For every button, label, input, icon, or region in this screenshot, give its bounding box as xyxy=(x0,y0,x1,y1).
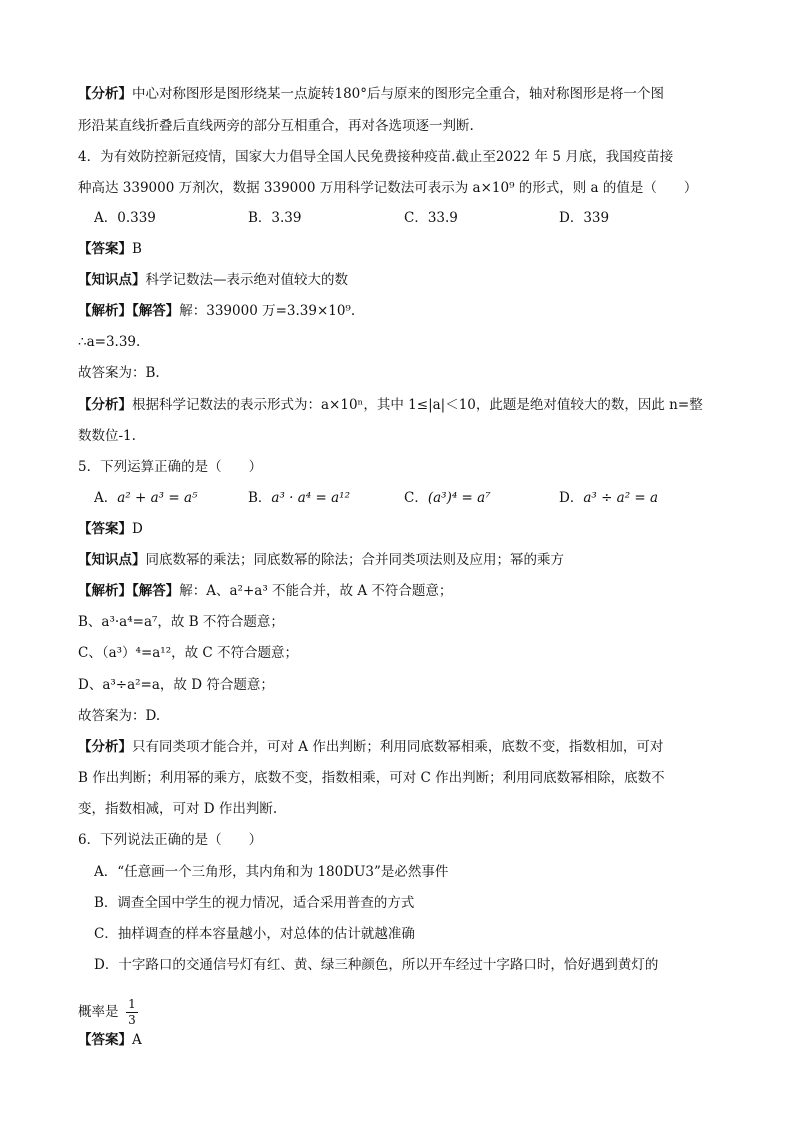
q4-option-a: A．0.339 xyxy=(94,210,156,226)
q4-analysis-line-1: 【分析】根据科学记数法的表示形式为：a×10ⁿ，其中 1≤|a|＜10，此题是绝对值较大的数，因此 n=整 xyxy=(78,397,703,413)
q5-option-d: D．a³ ÷ a² = a xyxy=(559,490,659,506)
q6-option-b: B．调查全国中学生的视力情况，适合采用普查的方式 xyxy=(94,895,415,911)
q4-knowledge: 【知识点】科学记数法—表示绝对值较大的数 xyxy=(78,272,348,288)
q6-option-d-line-2: 概率是 xyxy=(78,1004,119,1020)
q4-stem-line-2: 种高达 339000 万剂次，数据 339000 万用科学记数法可表示为 a×10⁹ 的形式，则 a 的值是（ ） xyxy=(78,180,698,196)
q5-knowledge: 【知识点】同底数幂的乘法；同底数幂的除法；合并同类项法则及应用；幂的乘方 xyxy=(78,552,564,568)
q6-answer: 【答案】A xyxy=(78,1032,142,1048)
q6-stem: 6．下列说法正确的是（ ） xyxy=(78,832,263,848)
q4-answer: 【答案】B xyxy=(78,241,142,257)
q5-analysis-line-1: 【分析】只有同类项才能合并，可对 A 作出判断；利用同底数幂相乘，底数不变，指数相加，可对 xyxy=(78,739,664,755)
q4-option-c: C．33.9 xyxy=(404,210,458,226)
q6-option-d-line-1: D．十字路口的交通信号灯有红、黄、绿三种颜色，所以开车经过十字路口时，恰好遇到黄灯的 xyxy=(94,957,659,973)
q5-solution-line-4: D、a³÷a²=a，故 D 符合题意； xyxy=(78,677,274,693)
q5-option-a: A．a² + a³ = a⁵ xyxy=(94,490,198,506)
q5-analysis-line-2: B 作出判断；利用幂的乘方，底数不变，指数相乘，可对 C 作出判断；利用同底数幂相除，底数不 xyxy=(78,770,665,786)
fraction-numerator: 1 xyxy=(128,997,136,1011)
q4-solution-line-1: 【解析】【解答】解：339000 万=3.39×10⁹. xyxy=(78,303,356,319)
q5-option-b: B．a³ · a⁴ = a¹² xyxy=(248,490,350,506)
q4-solution-line-3: 故答案为：B. xyxy=(78,365,160,381)
q5-analysis-line-3: 变，指数相减，可对 D 作出判断. xyxy=(78,801,278,817)
q4-option-b: B．3.39 xyxy=(248,210,302,226)
q4-solution-line-2: ∴a=3.39. xyxy=(78,334,141,350)
q5-stem: 5．下列运算正确的是（ ） xyxy=(78,459,263,475)
q5-solution-line-1: 【解析】【解答】解：A、a²+a³ 不能合并，故 A 不符合题意； xyxy=(78,583,453,599)
q3-analysis-line-2: 形沿某直线折叠后直线两旁的部分互相重合，再对各选项逐一判断. xyxy=(78,118,474,134)
q5-solution-line-3: C、（a³）⁴=a¹²，故 C 不符合题意； xyxy=(78,645,299,661)
q4-analysis-line-2: 数数位-1. xyxy=(78,428,136,444)
q4-option-d: D．339 xyxy=(559,210,610,226)
q5-option-c: C．(a³)⁴ = a⁷ xyxy=(404,490,491,506)
q6-option-a: A．“任意画一个三角形，其内角和为 180DU3”是必然事件 xyxy=(94,864,449,880)
q5-solution-line-5: 故答案为：D. xyxy=(78,708,161,724)
q5-answer: 【答案】D xyxy=(78,521,143,537)
q4-options xyxy=(94,209,754,227)
q6-option-c: C．抽样调查的样本容量越小，对总体的估计就越准确 xyxy=(94,926,415,942)
probability-fraction xyxy=(126,998,138,1027)
q3-analysis-line-1: 【分析】中心对称图形是图形绕某一点旋转180°后与原来的图形完全重合，轴对称图形是将一个图 xyxy=(78,86,665,102)
q5-options xyxy=(94,489,754,507)
q5-solution-line-2: B、a³·a⁴=a⁷，故 B 不符合题意； xyxy=(78,614,284,630)
fraction-denominator: 3 xyxy=(128,1013,136,1027)
q4-stem-line-1: 4．为有效防控新冠疫情，国家大力倡导全国人民免费接种疫苗.截止至2022 年 5 月底，我国疫苗接 xyxy=(78,149,674,165)
